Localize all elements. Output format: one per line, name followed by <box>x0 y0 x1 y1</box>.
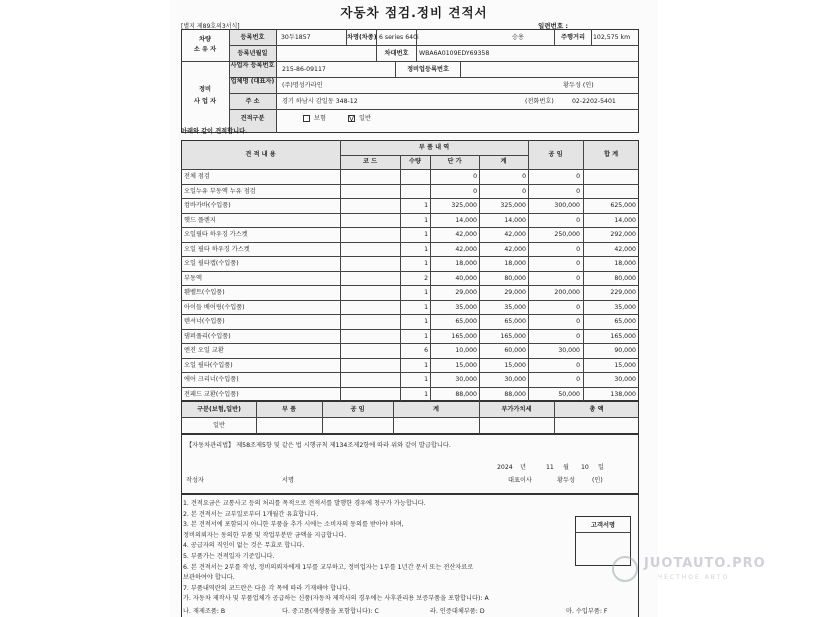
note-line: 3. 본 견적서에 포함되지 아니한 부품을 추가 시에는 소비자의 동의를 받아야 하며, <box>183 521 404 529</box>
code-b: 나. 재제조품: B <box>183 608 226 615</box>
cell-total: 138,000 <box>610 390 636 398</box>
cell-labor: 0 <box>576 245 580 253</box>
cell-price: 18,000 <box>455 260 477 267</box>
vehicle-type: 승용 <box>512 34 524 41</box>
sum-h-total: 총 액 <box>589 406 604 413</box>
cell-name: 오일 필타캡(수입품) <box>184 260 239 267</box>
insurance-label: 보험 <box>314 115 326 122</box>
note-line: 5. 부품가는 견적일자 기준입니다. <box>183 553 275 560</box>
cell-labor: 0 <box>576 361 580 369</box>
sign-label: 서명 <box>282 477 294 484</box>
sum-row-type: 일반 <box>213 422 225 429</box>
shop-reg-label: 정비업등록번호 <box>407 66 449 73</box>
cell-total: 14,000 <box>614 216 636 224</box>
owner-label-1: 차량 <box>199 36 211 43</box>
document-title: 자동차 점검.정비 견적서 <box>340 5 488 20</box>
th-price: 단 가 <box>447 158 462 165</box>
cell-name: 부동액 <box>184 274 202 282</box>
cell-sum: 30,000 <box>504 376 526 383</box>
model-label: 차명(차종) <box>347 34 377 41</box>
cell-labor: 0 <box>576 376 580 383</box>
cell-qty: 1 <box>424 332 428 340</box>
cell-qty: 1 <box>424 231 428 238</box>
cell-qty: 1 <box>424 202 428 209</box>
date-year: 2024 <box>497 464 513 471</box>
cell-sum: 88,000 <box>504 390 526 398</box>
code-d: 라. 인증대체부품: D <box>430 608 485 615</box>
note-line: 가. 자동차 제작사 및 부품업체가 공급하는 신품(자동차 제작사의 경우에는 사후관리용 보증부품을 포함합니다): A <box>183 595 489 603</box>
cell-qty: 1 <box>424 376 428 383</box>
cell-name: 텐셔너(수입품) <box>184 318 225 325</box>
cell-sum: 18,000 <box>504 260 526 267</box>
reg-no-value: 30두1857 <box>281 34 311 41</box>
ceo-label: 대표이사 <box>508 477 532 484</box>
biz-label-1: 정비 <box>199 86 211 93</box>
phone-value: 02-2202-5401 <box>572 98 616 105</box>
cell-total: 625,000 <box>610 202 636 209</box>
phone-label: (전화번호) <box>525 98 554 105</box>
cell-sum: 60,000 <box>504 347 526 354</box>
cell-price: 65,000 <box>455 318 477 325</box>
cell-qty: 1 <box>424 245 428 253</box>
ceo-name: 황두성 <box>557 477 575 484</box>
cell-name: 댐퍼풀리(수입품) <box>184 332 231 340</box>
cell-total: 42,000 <box>614 245 636 253</box>
sum-h-type: 구분(보험,일반) <box>197 406 241 413</box>
bizno-label: 사업자 등록번호 <box>230 62 275 69</box>
cell-name: 아이들 베어링(수입품) <box>184 303 245 311</box>
cell-name: 전패드 교환(수입품) <box>184 390 239 398</box>
form-number: [별지 제89호의3서식] <box>181 23 240 30</box>
cell-price: 42,000 <box>455 231 477 238</box>
cell-total: 90,000 <box>614 347 636 354</box>
cell-labor: 250,000 <box>554 231 580 238</box>
cell-qty: 1 <box>424 318 428 325</box>
cell-price: 35,000 <box>455 303 477 311</box>
general-label: 일반 <box>359 115 371 122</box>
model-value: 6 series 640i <box>379 34 419 41</box>
rep-value: 황두성 (인) <box>563 82 594 89</box>
cell-name: 엔진 오일 교환 <box>184 347 224 354</box>
sum-h-vat: 부가가치세 <box>501 406 532 413</box>
ceo-seal: (인) <box>592 477 603 484</box>
cell-price: 14,000 <box>455 216 477 224</box>
cell-sum: 0 <box>522 173 526 180</box>
code-f: 마. 수입부품: F <box>566 608 608 615</box>
th-qty: 수량 <box>409 158 421 165</box>
cell-price: 29,000 <box>455 289 477 296</box>
th-item: 견 적 내 용 <box>245 151 276 158</box>
cell-labor: 0 <box>576 274 580 282</box>
writer-label: 작성자 <box>186 477 204 484</box>
cell-sum: 35,000 <box>504 303 526 311</box>
reg-date-label: 등록년월일 <box>237 50 268 57</box>
addr-label: 주 소 <box>245 98 260 105</box>
vin-value: WBA6A0109EDY69358 <box>419 50 490 57</box>
customer-sign-label: 고객서명 <box>591 522 615 529</box>
watermark-title: JUOTAUTO.PRO <box>644 556 766 571</box>
cell-sum: 65,000 <box>504 318 526 325</box>
note-line: 6. 본 견적서는 2부를 작성, 정비의뢰자에게 1부를 교부하고, 정비업자는 1부를 1년간 문서 또는 전산자료로 <box>183 563 474 571</box>
serial-label: 일련번호 : <box>538 22 568 30</box>
cell-name: 헷드 플렌지 <box>184 216 216 224</box>
cell-labor: 0 <box>576 187 580 195</box>
cell-sum: 325,000 <box>500 202 526 209</box>
note-line: 7. 부품내역란의 코드란은 다음 각 목에 따라 기재해야 합니다. <box>183 584 351 592</box>
cell-name: 휀벨트(수입품) <box>184 289 225 296</box>
cell-total: 292,000 <box>610 231 636 238</box>
date-month-unit: 월 <box>563 464 569 471</box>
note-line: 보관하여야 합니다. <box>183 574 235 582</box>
cell-total: 80,000 <box>614 274 636 282</box>
watermark <box>612 550 812 590</box>
cell-labor: 0 <box>576 260 580 267</box>
cell-total: 15,000 <box>614 361 636 369</box>
cell-sum: 80,000 <box>504 274 526 282</box>
cell-sum: 0 <box>522 187 526 195</box>
cell-labor: 0 <box>576 216 580 224</box>
cell-name: 전체 점검 <box>184 173 210 180</box>
date-month: 11 <box>546 464 554 471</box>
insurance-checkbox[interactable] <box>303 115 310 122</box>
cell-sum: 165,000 <box>500 332 526 340</box>
cell-price: 88,000 <box>455 390 477 398</box>
cell-sum: 15,000 <box>504 361 526 369</box>
bizno-value: 215-86-09117 <box>282 66 326 73</box>
note-line: 정비의뢰자는 동의한 부품 및 작업부분만 금액을 지급합니다. <box>183 531 347 539</box>
owner-label-2: 소 유 자 <box>193 46 217 53</box>
cell-price: 40,000 <box>455 274 477 282</box>
cell-sum: 42,000 <box>504 245 526 253</box>
cell-sum: 29,000 <box>504 289 526 296</box>
th-sum: 계 <box>500 158 507 165</box>
cell-name: 컴바카바(수입품) <box>184 202 231 209</box>
cell-price: 325,000 <box>451 202 477 209</box>
cell-qty: 1 <box>424 361 428 369</box>
cell-price: 0 <box>473 187 477 195</box>
addr-value: 경기 하남시 감일동 348-12 <box>282 98 358 105</box>
mileage-value: 102,575 km <box>593 34 631 41</box>
th-parts: 부 품 내 역 <box>418 144 450 151</box>
biz-label-2: 사 업 자 <box>193 98 217 105</box>
cell-total: 35,000 <box>614 303 636 311</box>
cell-name: 오일 필타 하우징 가스켓 <box>184 245 250 253</box>
mileage-label: 주행거리 <box>561 34 585 41</box>
cell-price: 165,000 <box>451 332 477 340</box>
cell-price: 42,000 <box>455 245 477 253</box>
cell-name: 에어 크리너(수입품) <box>184 376 239 383</box>
note-line: 4. 공급자의 직인이 없는 것은 무효로 합니다. <box>183 542 305 550</box>
sum-h-sum: 계 <box>433 406 439 413</box>
company-label: 업체명 (대표자) <box>230 78 275 85</box>
vin-label: 차대번호 <box>384 50 409 57</box>
cell-sum: 14,000 <box>504 216 526 224</box>
cell-name: 오일누유 부동액 누유 점검 <box>184 187 256 195</box>
cell-qty: 1 <box>424 216 428 224</box>
cell-qty: 1 <box>424 303 428 311</box>
cell-qty: 2 <box>424 274 428 282</box>
watermark-subtitle: ЧЕСТНОЕ АВТО <box>658 574 730 581</box>
th-code: 코 드 <box>362 158 378 165</box>
sum-h-parts: 부 품 <box>281 406 297 413</box>
cell-qty: 6 <box>424 347 428 354</box>
th-total: 합 계 <box>603 151 619 158</box>
cell-labor: 0 <box>576 173 580 180</box>
sum-h-labor: 공 임 <box>350 406 365 413</box>
cell-name: 오일 필타(수입품) <box>184 361 233 369</box>
quote-type-label: 견적구분 <box>240 115 265 122</box>
cell-labor: 200,000 <box>554 289 580 296</box>
code-c: 다. 중고품(재생품을 포함합니다): C <box>282 608 379 615</box>
cell-qty: 1 <box>424 390 428 398</box>
reg-no-label: 등록번호 <box>240 34 265 41</box>
watermark-logo-icon <box>612 556 638 582</box>
cell-name: 오일필타 하우징 가스켓 <box>184 231 248 238</box>
general-checkbox[interactable]: V <box>349 115 354 123</box>
cell-price: 15,000 <box>455 361 477 369</box>
cell-qty: 1 <box>424 289 428 296</box>
cell-qty: 1 <box>424 260 428 267</box>
cell-total: 229,000 <box>610 289 636 296</box>
law-note: 【자동차관리법】 제58조제5항 및 같은 법 시행규칙 제134조제2항에 따라 위와 같이 발급합니다. <box>186 442 451 449</box>
cell-labor: 300,000 <box>554 202 580 209</box>
cell-labor: 0 <box>576 303 580 311</box>
cell-total: 18,000 <box>614 260 636 267</box>
intro-text: 아래와 같이 견적합니다. <box>181 128 248 135</box>
cell-sum: 42,000 <box>504 231 526 238</box>
company-value: (주)명성카라인 <box>282 82 323 89</box>
cell-price: 30,000 <box>455 376 477 383</box>
cell-labor: 50,000 <box>558 390 580 398</box>
note-line: 1. 견적요금은 교통사고 등의 처리를 목적으로 견적서를 발행한 경우에 청구가 가능합니다. <box>183 500 426 507</box>
cell-total: 65,000 <box>614 318 636 325</box>
date-day: 10 <box>581 464 589 471</box>
cell-total: 165,000 <box>610 332 636 340</box>
cell-labor: 0 <box>576 318 580 325</box>
cell-price: 10,000 <box>455 347 477 354</box>
date-day-unit: 일 <box>598 464 604 471</box>
th-labor: 공 임 <box>548 151 563 158</box>
date-year-unit: 년 <box>520 464 526 471</box>
cell-labor: 30,000 <box>558 347 580 354</box>
cell-total: 30,000 <box>614 376 636 383</box>
cell-price: 0 <box>473 173 477 180</box>
note-line: 2. 본 견적서는 교부일로부터 1개월간 유효합니다. <box>183 510 319 518</box>
cell-labor: 0 <box>576 332 580 340</box>
